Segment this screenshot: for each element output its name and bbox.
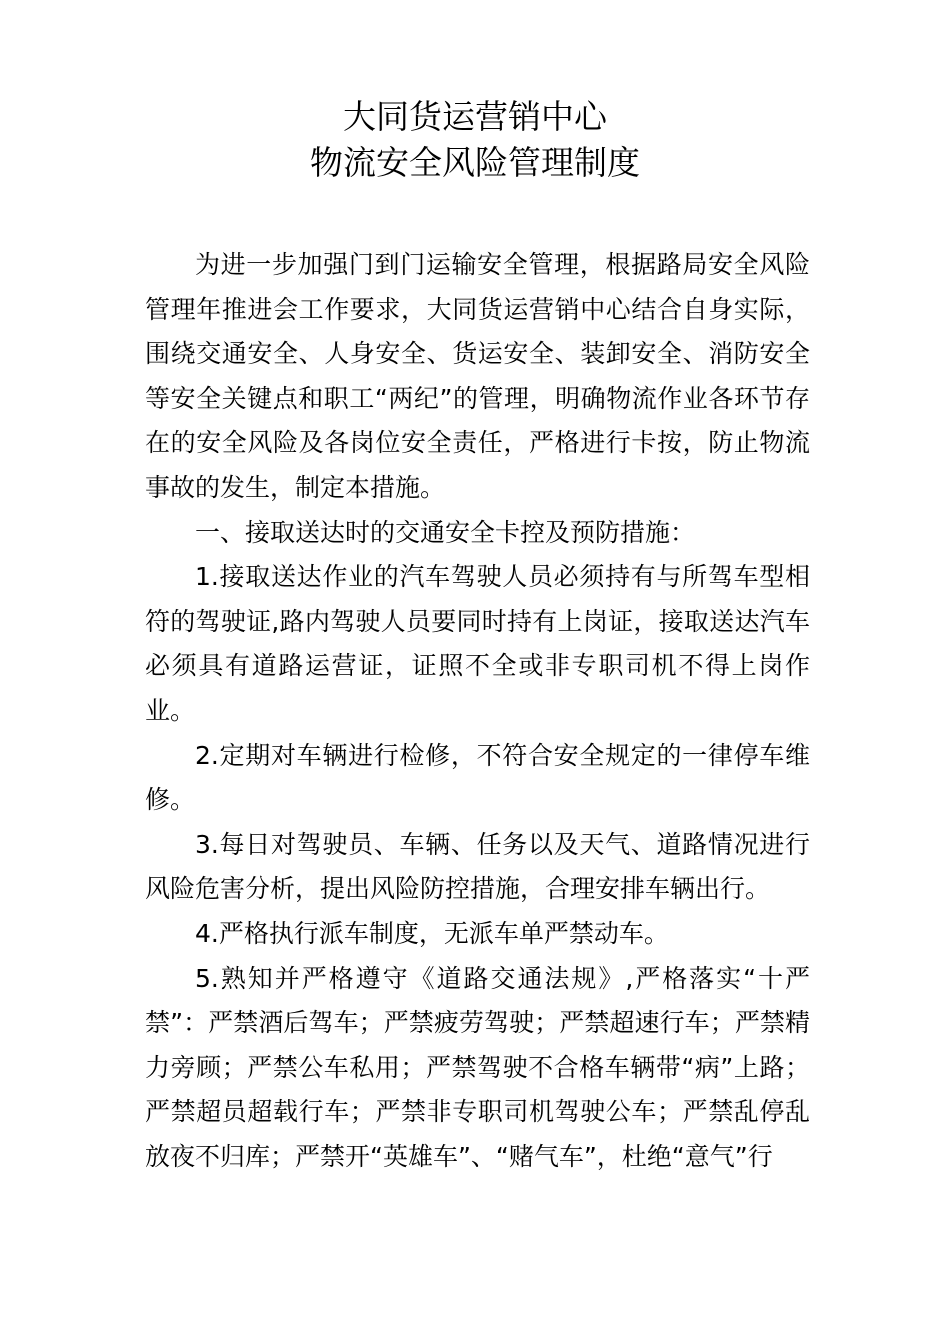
paragraph-item-2: 2.定期对车辆进行检修，不符合安全规定的一律停车维修。 bbox=[145, 740, 810, 815]
document-body bbox=[145, 243, 810, 1179]
paragraph-item-4: 4.严格执行派车制度，无派车单严禁动车。 bbox=[195, 918, 669, 948]
paragraph-item-5: 5.熟知并严格遵守《道路交通法规》,严格落实“十严禁”：严禁酒后驾车；严禁疲劳驾驶；严禁超速行车；严禁精力旁顾；严禁公车私用；严禁驾驶不合格车辆带“病”上路；严禁超员超载行车；严禁非专职司机驾驶公车；严禁乱停乱放夜不归库；严禁开“英雄车”、“赌气车”，杜绝“意气”行 bbox=[145, 963, 810, 1171]
paragraph-item-1: 1.接取送达作业的汽车驾驶人员必须持有与所驾车型相符的驾驶证,路内驾驶人员要同时持有上岗证，接取送达汽车必须具有道路运营证，证照不全或非专职司机不得上岗作业。 bbox=[145, 562, 810, 725]
document-title-line2: 物流安全风险管理制度 bbox=[310, 143, 640, 182]
document-title-line1: 大同货运营销中心 bbox=[343, 97, 607, 136]
paragraph-intro: 为进一步加强门到门运输安全管理，根据路局安全风险管理年推进会工作要求，大同货运营销中心结合自身实际，围绕交通安全、人身安全、货运安全、装卸安全、消防安全等安全关键点和职工“两纪”的管理，明确物流作业各环节存在的安全风险及各岗位安全责任，严格进行卡按，防止物流事故的发生，制定本措施。 bbox=[145, 250, 810, 502]
paragraph-item-3: 3.每日对驾驶员、车辆、任务以及天气、道路情况进行风险危害分析，提出风险防控措施，合理安排车辆出行。 bbox=[145, 829, 810, 904]
section-heading-1: 一、接取送达时的交通安全卡控及预防措施： bbox=[195, 517, 696, 547]
